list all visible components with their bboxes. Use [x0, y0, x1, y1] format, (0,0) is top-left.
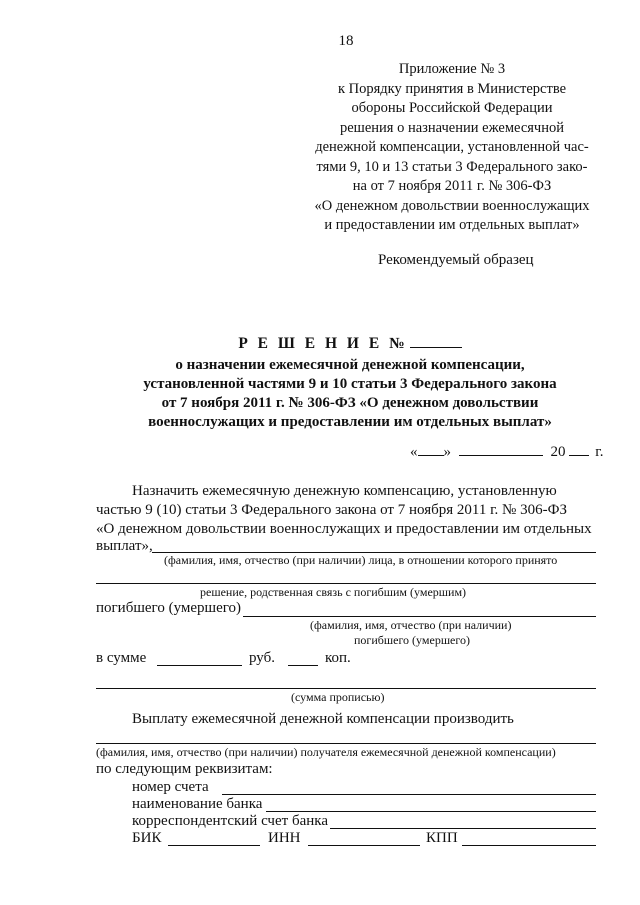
amount-prefix: в сумме: [96, 650, 147, 666]
decision-line-3: «О денежном довольствии военнослужащих и предоставлении им отдельных: [96, 521, 592, 537]
month-field[interactable]: [459, 441, 543, 456]
inn-label: ИНН: [268, 830, 301, 846]
decision-number-field[interactable]: [410, 333, 462, 348]
title-heading: Р Е Ш Е Н И Е №: [238, 335, 408, 352]
deceased-label: погибшего (умершего): [96, 600, 242, 616]
day-field[interactable]: [418, 441, 444, 456]
title-heading-row: [100, 333, 600, 353]
appendix-header: [296, 60, 608, 236]
deceased-fio-caption-1: (фамилия, имя, отчество (при наличии): [310, 618, 512, 632]
appendix-line: «О денежном довольствии военнослужащих: [314, 197, 590, 214]
appendix-line: и предоставлении им отдельных выплат»: [324, 217, 580, 233]
page-number: 18: [338, 33, 354, 49]
decision-line-2: частью 9 (10) статьи 3 Федерального закона от 7 ноября 2011 г. № 306-ФЗ: [96, 502, 567, 518]
appendix-line: тями 9, 10 и 13 статьи 3 Федерального зако-: [316, 158, 588, 175]
person-relation-caption: решение, родственная связь с погибшим (умершим): [200, 585, 467, 599]
amount-words-caption: (сумма прописью): [291, 690, 385, 704]
appendix-line: на от 7 ноября 2011 г. № 306-ФЗ: [352, 178, 552, 194]
kpp-label: КПП: [426, 830, 458, 846]
date-close-quote: »: [443, 444, 451, 460]
amount-words-line[interactable]: [96, 688, 596, 689]
year-field[interactable]: [569, 441, 589, 456]
person-relation-line[interactable]: [96, 583, 596, 584]
bik-field[interactable]: [168, 845, 260, 846]
amount-rub-field[interactable]: [157, 665, 242, 666]
bik-label: БИК: [132, 830, 162, 846]
person-fio-caption: (фамилия, имя, отчество (при наличии) лица, в отношении которого принято: [164, 553, 558, 567]
recipient-fio-caption: (фамилия, имя, отчество (при наличии) получателя ежемесячной денежной компенсации): [96, 745, 556, 759]
appendix-line: к Порядку принятия в Министерстве: [337, 80, 567, 97]
kop-label: коп.: [325, 650, 351, 666]
corr-account-field[interactable]: [330, 828, 596, 829]
bank-name-field[interactable]: [266, 811, 596, 812]
sample-label: Рекомендуемый образец: [378, 252, 534, 268]
appendix-line: решения о назначении ежемесячной: [340, 119, 564, 136]
recipient-fio-line[interactable]: [96, 743, 596, 744]
deceased-fio-caption-2: погибшего (умершего): [354, 633, 471, 647]
amount-kop-field[interactable]: [288, 665, 318, 666]
title-line: от 7 ноября 2011 г. № 306-ФЗ «О денежном довольствии: [161, 395, 539, 411]
year-prefix: 20: [550, 444, 566, 460]
corr-account-label: корреспондентский счет банка: [132, 813, 328, 829]
bank-name-label: наименование банка: [132, 796, 263, 812]
deceased-fio-line[interactable]: [243, 616, 596, 617]
account-number-label: номер счета: [132, 779, 209, 795]
account-number-field[interactable]: [222, 794, 596, 795]
appendix-line: Приложение № 3: [398, 61, 506, 77]
payment-text: Выплату ежемесячной денежной компенсации производить: [132, 711, 514, 727]
year-suffix: г.: [595, 444, 604, 460]
decision-line-4: выплат»,: [96, 538, 153, 554]
requisites-label: по следующим реквизитам:: [96, 761, 273, 777]
title-line: о назначении ежемесячной денежной компенсации,: [175, 357, 525, 373]
date-open-quote: «: [410, 444, 418, 460]
date-line: [410, 441, 603, 461]
inn-field[interactable]: [308, 845, 420, 846]
rub-label: руб.: [249, 650, 275, 666]
title-line: военнослужащих и предоставлении им отдельных выплат»: [148, 414, 552, 430]
appendix-line: денежной компенсации, установленной час-: [315, 139, 589, 155]
appendix-line: обороны Российской Федерации: [351, 100, 553, 116]
decision-line-1: Назначить ежемесячную денежную компенсацию, установленную: [132, 483, 557, 499]
title-line: установленной частями 9 и 10 статьи 3 Федерального закона: [143, 376, 557, 392]
decision-title: [100, 333, 600, 432]
kpp-field[interactable]: [462, 845, 596, 846]
